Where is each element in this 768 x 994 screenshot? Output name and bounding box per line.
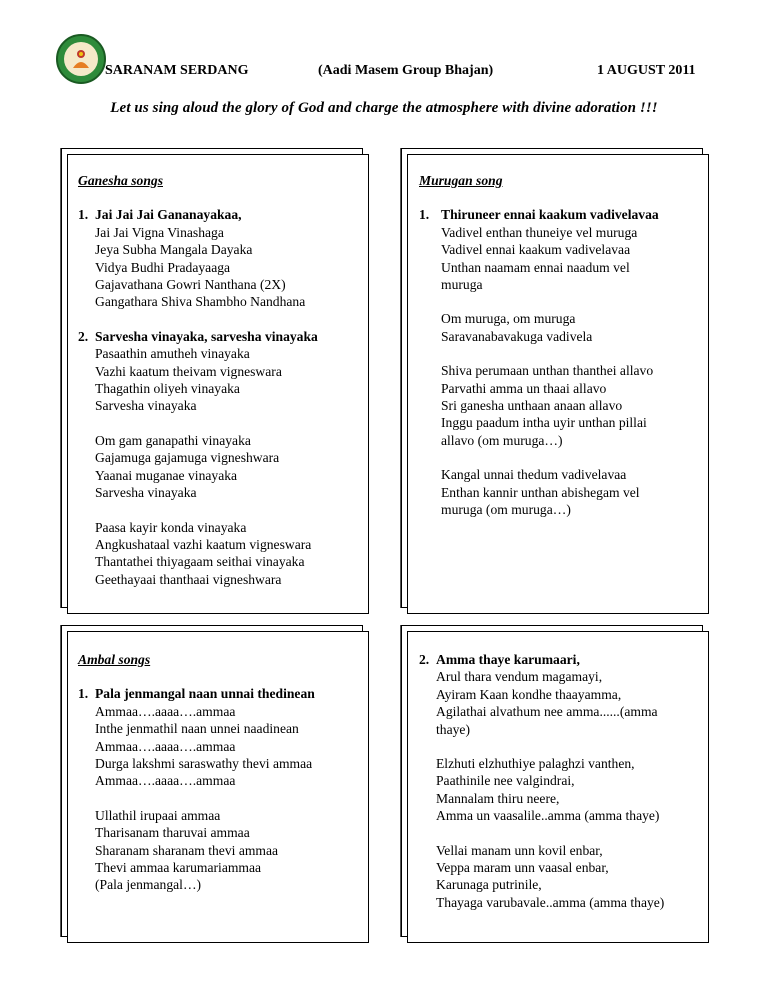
lyric-line: thaye): [436, 721, 470, 737]
verse: [419, 362, 659, 449]
song-title: Amma thaye karumaari,: [436, 652, 580, 667]
lyric-line: Shiva perumaan unthan thanthei allavo: [441, 363, 654, 379]
verse: [78, 224, 318, 311]
lyric-line: Thantathei thiyagaam seithai vinayaka: [95, 554, 305, 570]
lyric-line: muruga: [441, 277, 483, 293]
lyric-line: Jai Jai Vigna Vinashaga: [95, 224, 224, 240]
lyric-line: Mannalam thiru neere,: [436, 790, 560, 806]
ambal-content: [78, 651, 315, 894]
lyric-line: Vadivel ennai kaakum vadivelavaa: [441, 242, 631, 258]
lyric-line: Inthe jenmathil naan unnei naadinean: [95, 721, 299, 737]
lyric-line: Amma un vaasalile..amma (amma thaye): [436, 808, 660, 824]
lyric-line: Sri ganesha unthaan anaan allavo: [441, 398, 623, 414]
lyric-line: Unthan naamam ennai naadum vel: [441, 259, 630, 275]
lyric-line: Tharisanam tharuvai ammaa: [95, 825, 250, 841]
lyric-line: Geethayaai thanthaai vigneshwara: [95, 571, 282, 587]
header-event: (Aadi Masem Group Bhajan): [318, 63, 494, 78]
verse: [78, 432, 318, 502]
lyric-line: Yaanai muganae vinayaka: [95, 467, 238, 483]
verse: [419, 755, 664, 825]
lyric-line: Karunaga putrinile,: [436, 877, 542, 893]
lyric-line: Parvathi amma un thaai allavo: [441, 380, 607, 396]
lyric-line: Thagathin oliyeh vinayaka: [95, 381, 240, 397]
verse: [419, 224, 659, 294]
ganesha-heading: Ganesha songs: [78, 173, 163, 188]
song-title: Sarvesha vinayaka, sarvesha vinayaka: [95, 328, 318, 344]
lyric-line: Pasaathin amutheh vinayaka: [95, 346, 250, 362]
lyric-line: Jeya Subha Mangala Dayaka: [95, 242, 253, 258]
lyric-line: Vidya Budhi Pradayaaga: [95, 259, 231, 275]
verse: [419, 310, 659, 345]
verse: [419, 842, 664, 912]
verse: [78, 519, 318, 589]
lyric-line: Gangathara Shiva Shambho Nandhana: [95, 294, 306, 310]
lyric-line: Angkushataal vazhi kaatum vigneswara: [95, 536, 312, 552]
lyric-line: Sarvesha vinayaka: [95, 485, 197, 501]
lyric-line: Gajamuga gajamuga vigneshwara: [95, 450, 280, 466]
tagline: Let us sing aloud the glory of God and charge the atmosphere with divine adoration !!!: [110, 100, 658, 116]
verse: [78, 345, 318, 415]
song-number: 2.: [419, 652, 430, 667]
murugan-heading: Murugan song: [419, 173, 503, 188]
lyric-line: Om muruga, om muruga: [441, 311, 576, 327]
song-title: Jai Jai Jai Gananayakaa,: [95, 207, 242, 223]
murugan-song-1: [419, 206, 659, 518]
header-org: SARANAM SERDANG: [105, 63, 249, 78]
lyric-line: (Pala jenmangal…): [95, 877, 202, 893]
ambal-song-2: [419, 651, 664, 911]
lyric-line: muruga (om muruga…): [441, 502, 571, 518]
lyric-line: Sarvesha vinayaka: [95, 398, 197, 414]
lyric-line: Ammaa….aaaa….ammaa: [95, 773, 236, 789]
song-number: 1.: [78, 686, 89, 702]
song-number: 1.: [78, 207, 89, 223]
lyric-line: Enthan kannir unthan abishegam vel: [441, 484, 640, 500]
ambal2-content: [419, 651, 664, 911]
lyric-line: Kangal unnai thedum vadivelavaa: [441, 467, 627, 483]
verse: [78, 703, 315, 790]
lyric-line: Durga lakshmi saraswathy thevi ammaa: [95, 756, 313, 772]
verse: [419, 668, 664, 738]
lyric-line: Gajavathana Gowri Nanthana (2X): [95, 277, 286, 293]
ganesha-content: [78, 172, 318, 588]
organization-logo: [56, 34, 106, 84]
lyric-line: Arul thara vendum magamayi,: [436, 669, 603, 685]
song-title: Thiruneer ennai kaakum vadivelavaa: [441, 207, 659, 223]
verse: [419, 466, 659, 518]
lyric-line: Vazhi kaatum theivam vigneswara: [95, 363, 282, 379]
lyric-line: Ayiram Kaan kondhe thaayamma,: [436, 686, 622, 702]
lyric-line: Paasa kayir konda vinayaka: [95, 519, 247, 535]
deity-emblem-icon: [64, 42, 98, 76]
header-date: 1 AUGUST 2011: [597, 63, 696, 78]
lyric-line: Elzhuti elzhuthiye palaghzi vanthen,: [436, 756, 635, 772]
lyric-line: Saravanabavakuga vadivela: [441, 328, 593, 344]
song-title: Pala jenmangal naan unnai thedinean: [95, 686, 315, 702]
lyric-line: Om gam ganapathi vinayaka: [95, 432, 251, 448]
lyric-line: Ullathil irupaai ammaa: [95, 807, 221, 823]
lyric-line: Ammaa….aaaa….ammaa: [95, 738, 236, 754]
lyric-line: Agilathai alvathum nee amma......(amma: [436, 704, 658, 720]
lyric-line: Ammaa….aaaa….ammaa: [95, 703, 236, 719]
lyric-line: Vadivel enthan thuneiye vel muruga: [441, 224, 638, 240]
ganesha-song-1: [78, 206, 318, 310]
lyric-line: Thayaga varubavale..amma (amma thaye): [436, 894, 665, 910]
lyric-line: Thevi ammaa karumariammaa: [95, 860, 262, 876]
lyric-line: Veppa maram unn vaasal enbar,: [436, 860, 609, 876]
lyric-line: Sharanam sharanam thevi ammaa: [95, 842, 279, 858]
song-number: 2.: [78, 328, 89, 344]
lyric-line: allavo (om muruga…): [441, 432, 563, 448]
song-number: 1.: [419, 207, 430, 223]
lyric-line: Inggu paadum intha uyir unthan pillai: [441, 415, 647, 431]
lyric-line: Vellai manam unn kovil enbar,: [436, 842, 603, 858]
ambal-song-1: [78, 685, 315, 893]
ganesha-song-2: [78, 328, 318, 588]
murugan-content: [419, 172, 659, 519]
ambal-heading: Ambal songs: [78, 652, 151, 667]
verse: [78, 807, 315, 894]
lyric-line: Paathinile nee valgindrai,: [436, 773, 575, 789]
